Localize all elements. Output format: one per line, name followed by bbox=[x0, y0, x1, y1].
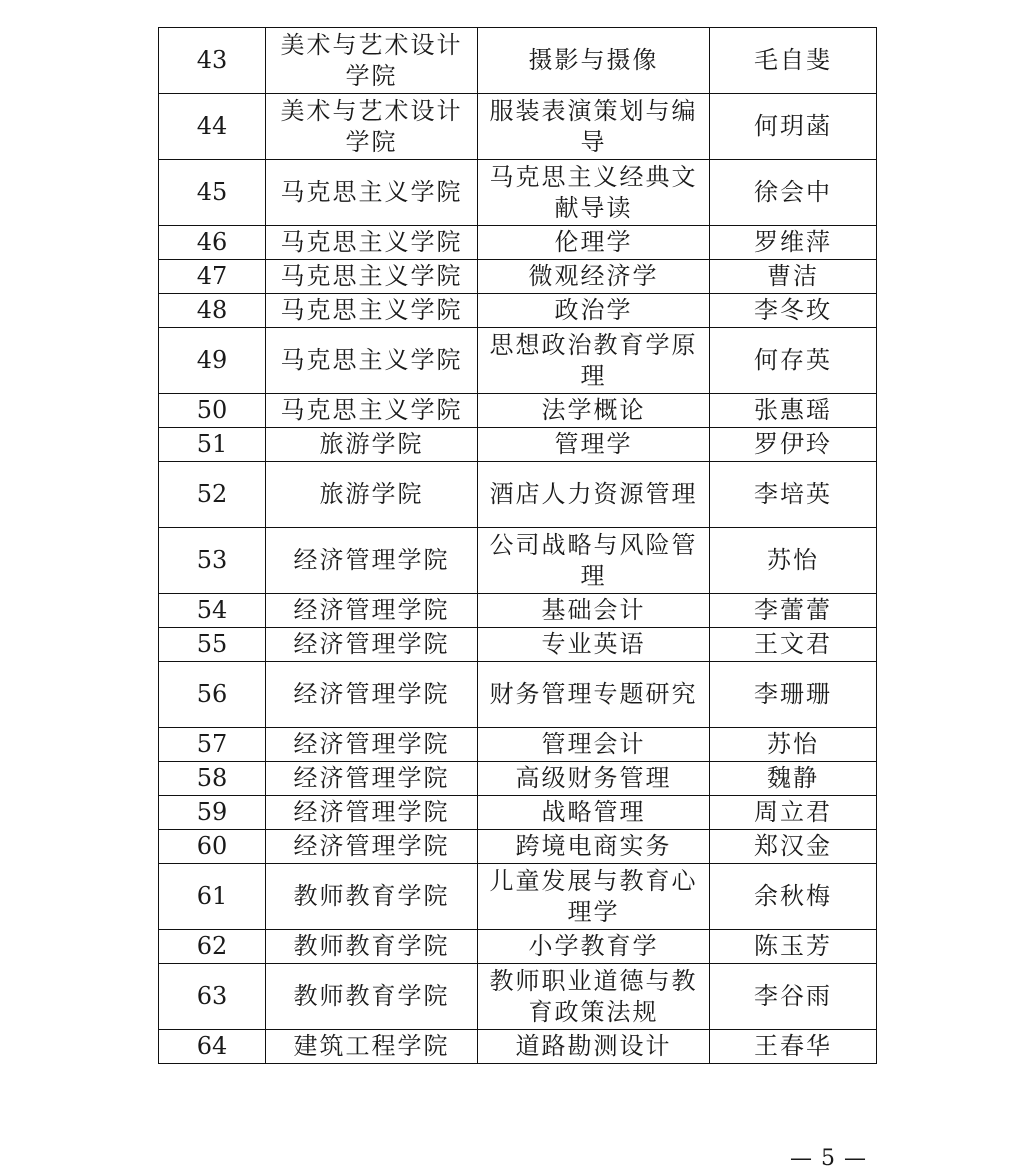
college-cell: 经济管理学院 bbox=[266, 762, 478, 796]
college-cell: 马克思主义学院 bbox=[266, 260, 478, 294]
row-number-cell: 59 bbox=[159, 796, 266, 830]
row-number-cell: 61 bbox=[159, 864, 266, 930]
college-cell: 马克思主义学院 bbox=[266, 394, 478, 428]
course-cell: 基础会计 bbox=[478, 594, 710, 628]
teacher-cell: 魏静 bbox=[710, 762, 877, 796]
row-number-cell: 53 bbox=[159, 528, 266, 594]
teacher-cell: 苏怡 bbox=[710, 528, 877, 594]
course-cell: 法学概论 bbox=[478, 394, 710, 428]
row-number-cell: 45 bbox=[159, 160, 266, 226]
course-cell: 思想政治教育学原理 bbox=[478, 328, 710, 394]
course-cell: 酒店人力资源管理 bbox=[478, 462, 710, 528]
teacher-cell: 徐会中 bbox=[710, 160, 877, 226]
college-cell: 经济管理学院 bbox=[266, 528, 478, 594]
course-cell: 教师职业道德与教育政策法规 bbox=[478, 964, 710, 1030]
table-row bbox=[159, 728, 877, 762]
table-row bbox=[159, 28, 877, 94]
course-cell: 道路勘测设计 bbox=[478, 1030, 710, 1064]
table-row bbox=[159, 796, 877, 830]
teacher-cell: 李蕾蕾 bbox=[710, 594, 877, 628]
table-row bbox=[159, 528, 877, 594]
course-cell: 儿童发展与教育心理学 bbox=[478, 864, 710, 930]
course-cell: 马克思主义经典文献导读 bbox=[478, 160, 710, 226]
college-cell: 旅游学院 bbox=[266, 462, 478, 528]
row-number-cell: 54 bbox=[159, 594, 266, 628]
table-row bbox=[159, 864, 877, 930]
table-row bbox=[159, 594, 877, 628]
row-number-cell: 60 bbox=[159, 830, 266, 864]
college-cell: 教师教育学院 bbox=[266, 864, 478, 930]
college-cell: 经济管理学院 bbox=[266, 628, 478, 662]
college-cell: 马克思主义学院 bbox=[266, 160, 478, 226]
college-cell: 马克思主义学院 bbox=[266, 294, 478, 328]
course-teacher-table bbox=[158, 27, 877, 1064]
college-cell: 经济管理学院 bbox=[266, 662, 478, 728]
table-row bbox=[159, 394, 877, 428]
college-cell: 马克思主义学院 bbox=[266, 226, 478, 260]
row-number-cell: 56 bbox=[159, 662, 266, 728]
college-cell: 教师教育学院 bbox=[266, 964, 478, 1030]
course-cell: 政治学 bbox=[478, 294, 710, 328]
row-number-cell: 49 bbox=[159, 328, 266, 394]
college-cell: 经济管理学院 bbox=[266, 796, 478, 830]
row-number-cell: 52 bbox=[159, 462, 266, 528]
table-row bbox=[159, 226, 877, 260]
course-cell: 服装表演策划与编导 bbox=[478, 94, 710, 160]
table-row bbox=[159, 428, 877, 462]
teacher-cell: 王文君 bbox=[710, 628, 877, 662]
table-row bbox=[159, 462, 877, 528]
course-cell: 微观经济学 bbox=[478, 260, 710, 294]
course-cell: 跨境电商实务 bbox=[478, 830, 710, 864]
teacher-cell: 周立君 bbox=[710, 796, 877, 830]
row-number-cell: 48 bbox=[159, 294, 266, 328]
teacher-cell: 罗维萍 bbox=[710, 226, 877, 260]
college-cell: 建筑工程学院 bbox=[266, 1030, 478, 1064]
teacher-cell: 李珊珊 bbox=[710, 662, 877, 728]
row-number-cell: 47 bbox=[159, 260, 266, 294]
teacher-cell: 苏怡 bbox=[710, 728, 877, 762]
table-row bbox=[159, 160, 877, 226]
college-cell: 经济管理学院 bbox=[266, 830, 478, 864]
row-number-cell: 55 bbox=[159, 628, 266, 662]
course-cell: 高级财务管理 bbox=[478, 762, 710, 796]
row-number-cell: 57 bbox=[159, 728, 266, 762]
course-cell: 战略管理 bbox=[478, 796, 710, 830]
course-cell: 小学教育学 bbox=[478, 930, 710, 964]
row-number-cell: 58 bbox=[159, 762, 266, 796]
table-body bbox=[159, 28, 877, 1064]
row-number-cell: 51 bbox=[159, 428, 266, 462]
college-cell: 美术与艺术设计学院 bbox=[266, 94, 478, 160]
row-number-cell: 63 bbox=[159, 964, 266, 1030]
row-number-cell: 64 bbox=[159, 1030, 266, 1064]
college-cell: 经济管理学院 bbox=[266, 594, 478, 628]
row-number-cell: 43 bbox=[159, 28, 266, 94]
table-row bbox=[159, 662, 877, 728]
teacher-cell: 张惠瑶 bbox=[710, 394, 877, 428]
row-number-cell: 50 bbox=[159, 394, 266, 428]
table-row bbox=[159, 328, 877, 394]
teacher-cell: 何玥菡 bbox=[710, 94, 877, 160]
table-row bbox=[159, 294, 877, 328]
college-cell: 经济管理学院 bbox=[266, 728, 478, 762]
teacher-cell: 李谷雨 bbox=[710, 964, 877, 1030]
row-number-cell: 44 bbox=[159, 94, 266, 160]
teacher-cell: 毛自斐 bbox=[710, 28, 877, 94]
teacher-cell: 余秋梅 bbox=[710, 864, 877, 930]
course-cell: 管理会计 bbox=[478, 728, 710, 762]
college-cell: 美术与艺术设计学院 bbox=[266, 28, 478, 94]
teacher-cell: 罗伊玲 bbox=[710, 428, 877, 462]
teacher-cell: 陈玉芳 bbox=[710, 930, 877, 964]
table-row bbox=[159, 930, 877, 964]
table-row bbox=[159, 94, 877, 160]
teacher-cell: 何存英 bbox=[710, 328, 877, 394]
row-number-cell: 62 bbox=[159, 930, 266, 964]
course-cell: 摄影与摄像 bbox=[478, 28, 710, 94]
course-cell: 管理学 bbox=[478, 428, 710, 462]
teacher-cell: 李冬玫 bbox=[710, 294, 877, 328]
teacher-cell: 李培英 bbox=[710, 462, 877, 528]
college-cell: 旅游学院 bbox=[266, 428, 478, 462]
page-number: — 5 — bbox=[790, 1146, 867, 1171]
college-cell: 教师教育学院 bbox=[266, 930, 478, 964]
teacher-cell: 王春华 bbox=[710, 1030, 877, 1064]
course-cell: 财务管理专题研究 bbox=[478, 662, 710, 728]
table-row bbox=[159, 1030, 877, 1064]
course-cell: 专业英语 bbox=[478, 628, 710, 662]
course-cell: 公司战略与风险管理 bbox=[478, 528, 710, 594]
teacher-cell: 郑汉金 bbox=[710, 830, 877, 864]
row-number-cell: 46 bbox=[159, 226, 266, 260]
course-cell: 伦理学 bbox=[478, 226, 710, 260]
teacher-cell: 曹洁 bbox=[710, 260, 877, 294]
table-row bbox=[159, 260, 877, 294]
table-row bbox=[159, 830, 877, 864]
college-cell: 马克思主义学院 bbox=[266, 328, 478, 394]
table-row bbox=[159, 964, 877, 1030]
table-row bbox=[159, 628, 877, 662]
table-row bbox=[159, 762, 877, 796]
